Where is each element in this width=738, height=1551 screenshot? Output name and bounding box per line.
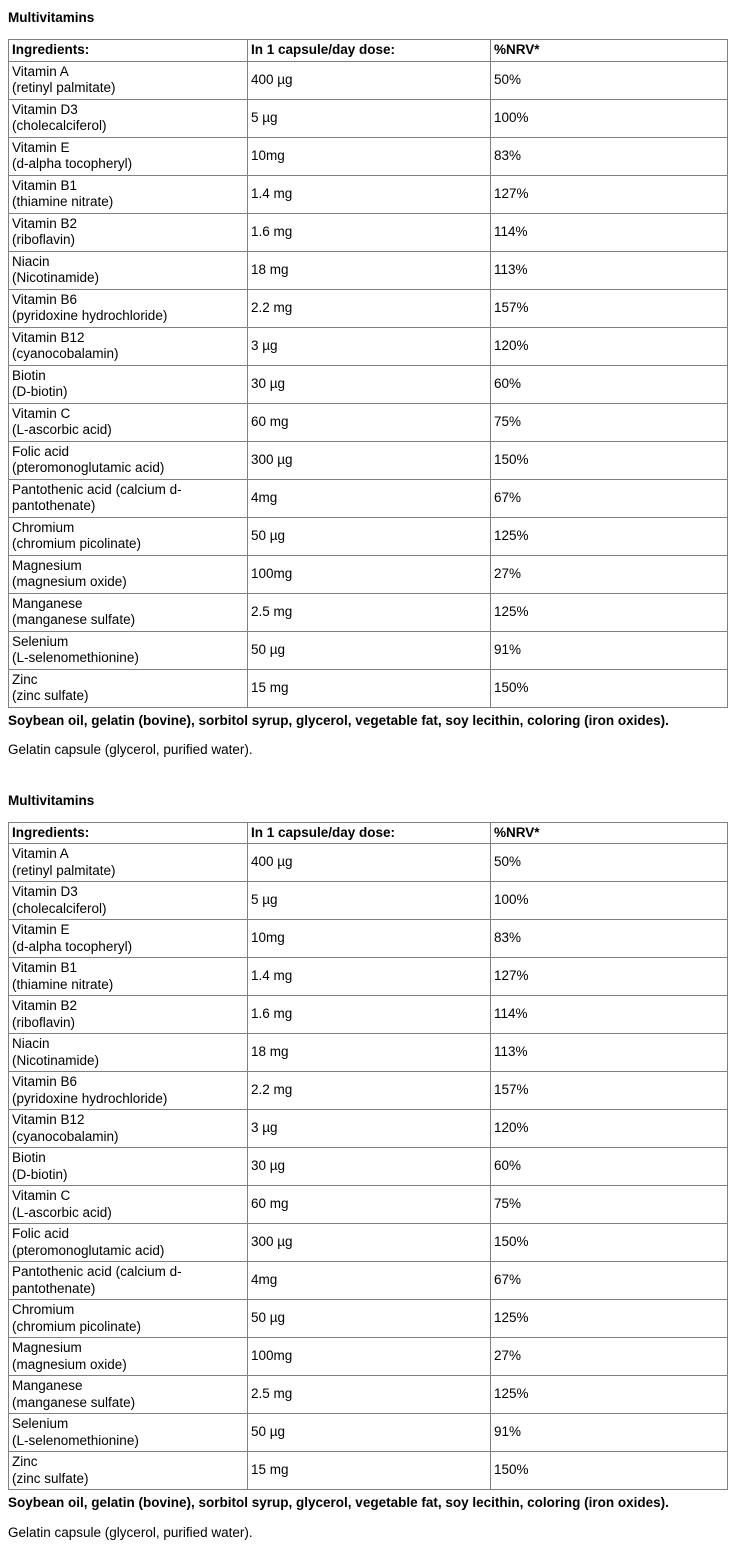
table-row xyxy=(9,1300,728,1338)
ingredient-form: (d-alpha tocopheryl) xyxy=(12,156,133,171)
ingredient-name: Niacin xyxy=(12,1036,50,1051)
col-header-nrv: %NRV* xyxy=(491,40,728,62)
dose-cell: 30 µg xyxy=(248,365,491,403)
ingredient-cell xyxy=(9,593,248,631)
dose-cell: 15 mg xyxy=(248,669,491,707)
nrv-cell: 27% xyxy=(491,1338,728,1376)
ingredient-cell xyxy=(9,1072,248,1110)
ingredient-name: Vitamin C xyxy=(12,405,71,421)
dose-cell: 5 µg xyxy=(248,99,491,137)
table-row xyxy=(9,1148,728,1186)
ingredient-cell xyxy=(9,479,248,517)
dose-cell: 60 mg xyxy=(248,1186,491,1224)
ingredient-cell xyxy=(9,213,248,251)
dose-cell: 1.4 mg xyxy=(248,175,491,213)
nrv-cell: 150% xyxy=(491,1224,728,1262)
table-row xyxy=(9,920,728,958)
dose-cell: 60 mg xyxy=(248,403,491,441)
col-header-dose: In 1 capsule/day dose: xyxy=(248,40,491,62)
ingredient-cell xyxy=(9,669,248,707)
nrv-cell: 50% xyxy=(491,61,728,99)
dose-cell: 30 µg xyxy=(248,1148,491,1186)
nrv-cell: 83% xyxy=(491,137,728,175)
ingredient-cell xyxy=(9,403,248,441)
nrv-cell: 127% xyxy=(491,175,728,213)
ingredient-name: Vitamin E xyxy=(12,139,70,155)
nrv-cell: 67% xyxy=(491,1262,728,1300)
ingredient-name: Vitamin B12 xyxy=(12,1112,85,1127)
ingredient-name: Vitamin E xyxy=(12,922,70,937)
table-row xyxy=(9,99,728,137)
table-header-row xyxy=(9,822,728,844)
table-header-row xyxy=(9,40,728,62)
ingredient-cell xyxy=(9,1338,248,1376)
ingredient-form: (cyanocobalamin) xyxy=(12,346,119,361)
dose-cell: 50 µg xyxy=(248,631,491,669)
table-row xyxy=(9,517,728,555)
nrv-cell: 125% xyxy=(491,593,728,631)
other-ingredients-text: Soybean oil, gelatin (bovine), sorbitol syrup, glycerol, vegetable fat, soy lecithin, coloring (iron oxides). xyxy=(8,712,669,728)
ingredient-cell xyxy=(9,1376,248,1414)
ingredient-form: (L-ascorbic acid) xyxy=(12,422,112,437)
nrv-cell: 100% xyxy=(491,882,728,920)
ingredient-form: (retinyl palmitate) xyxy=(12,862,116,878)
dose-cell: 18 mg xyxy=(248,251,491,289)
nrv-cell: 75% xyxy=(491,403,728,441)
ingredient-cell xyxy=(9,1414,248,1452)
nrv-cell: 60% xyxy=(491,365,728,403)
dose-cell: 3 µg xyxy=(248,327,491,365)
table-row xyxy=(9,1376,728,1414)
ingredient-name: Niacin xyxy=(12,253,50,269)
ingredient-form: (cholecalciferol) xyxy=(12,118,107,133)
dose-cell: 300 µg xyxy=(248,1224,491,1262)
ingredient-form: (Nicotinamide) xyxy=(12,1052,100,1068)
ingredient-name: Folic acid xyxy=(12,443,70,459)
dose-cell: 300 µg xyxy=(248,441,491,479)
dose-cell: 2.2 mg xyxy=(248,289,491,327)
dose-cell: 1.4 mg xyxy=(248,958,491,996)
ingredient-form: (magnesium oxide) xyxy=(12,574,127,589)
table-row xyxy=(9,1072,728,1110)
dose-cell: 2.2 mg xyxy=(248,1072,491,1110)
ingredients-table xyxy=(8,39,728,708)
nrv-cell: 114% xyxy=(491,213,728,251)
table-row xyxy=(9,1338,728,1376)
ingredient-cell xyxy=(9,1110,248,1148)
ingredient-form: (thiamine nitrate) xyxy=(12,194,114,209)
ingredient-cell xyxy=(9,920,248,958)
dose-cell: 50 µg xyxy=(248,1300,491,1338)
ingredient-name: Vitamin B6 xyxy=(12,1074,78,1089)
ingredient-cell xyxy=(9,441,248,479)
table-row xyxy=(9,669,728,707)
ingredient-form: (d-alpha tocopheryl) xyxy=(12,938,133,954)
ingredient-cell xyxy=(9,1300,248,1338)
nrv-cell: 113% xyxy=(491,251,728,289)
ingredient-cell xyxy=(9,99,248,137)
nrv-cell: 125% xyxy=(491,517,728,555)
ingredient-form: (pyridoxine hydrochloride) xyxy=(12,308,168,323)
dose-cell: 2.5 mg xyxy=(248,593,491,631)
ingredient-name: Selenium xyxy=(12,633,69,649)
ingredient-cell xyxy=(9,1148,248,1186)
ingredient-name: Vitamin B1 xyxy=(12,960,78,975)
table-row xyxy=(9,441,728,479)
ingredient-cell xyxy=(9,289,248,327)
col-header-dose: In 1 capsule/day dose: xyxy=(248,822,491,844)
ingredient-name: Vitamin B12 xyxy=(12,329,85,345)
table-row xyxy=(9,1224,728,1262)
ingredient-cell xyxy=(9,61,248,99)
ingredient-name: Biotin xyxy=(12,1150,46,1165)
ingredient-cell xyxy=(9,1262,248,1300)
ingredient-cell xyxy=(9,251,248,289)
table-row xyxy=(9,175,728,213)
table-row xyxy=(9,555,728,593)
table-row xyxy=(9,1262,728,1300)
nrv-cell: 50% xyxy=(491,844,728,882)
table-row xyxy=(9,251,728,289)
section-heading: Multivitamins xyxy=(8,10,95,25)
table-row xyxy=(9,844,728,882)
dose-cell: 50 µg xyxy=(248,1414,491,1452)
dose-cell: 10mg xyxy=(248,920,491,958)
ingredient-cell xyxy=(9,1034,248,1072)
ingredient-form: (chromium picolinate) xyxy=(12,536,142,551)
ingredient-cell xyxy=(9,631,248,669)
other-ingredients-text: Soybean oil, gelatin (bovine), sorbitol syrup, glycerol, vegetable fat, soy lecithin, coloring (iron oxides). xyxy=(8,1495,669,1510)
col-header-ingredients: Ingredients: xyxy=(9,822,248,844)
ingredient-cell xyxy=(9,555,248,593)
table-row xyxy=(9,213,728,251)
nrv-cell: 27% xyxy=(491,555,728,593)
table-row xyxy=(9,327,728,365)
ingredient-name: Manganese xyxy=(12,595,83,611)
nrv-cell: 114% xyxy=(491,996,728,1034)
ingredient-name: Magnesium xyxy=(12,1340,82,1355)
ingredient-form: (Nicotinamide) xyxy=(12,270,100,285)
nrv-cell: 91% xyxy=(491,631,728,669)
ingredient-form: (D-biotin) xyxy=(12,384,68,399)
dose-cell: 100mg xyxy=(248,1338,491,1376)
table-row xyxy=(9,365,728,403)
ingredient-name: Folic acid xyxy=(12,1226,70,1241)
dose-cell: 100mg xyxy=(248,555,491,593)
dose-cell: 5 µg xyxy=(248,882,491,920)
ingredient-form: (zinc sulfate) xyxy=(12,688,89,703)
ingredient-name: Zinc xyxy=(12,1454,38,1469)
col-header-ingredients: Ingredients: xyxy=(9,40,248,62)
dose-cell: 4mg xyxy=(248,479,491,517)
ingredient-name: Vitamin A xyxy=(12,846,69,861)
nrv-cell: 113% xyxy=(491,1034,728,1072)
ingredient-cell xyxy=(9,1186,248,1224)
ingredient-cell xyxy=(9,1452,248,1490)
nrv-cell: 100% xyxy=(491,99,728,137)
ingredient-cell xyxy=(9,844,248,882)
nrv-cell: 150% xyxy=(491,441,728,479)
ingredient-name: Pantothenic acid (calcium d-pantothenate) xyxy=(12,481,182,513)
ingredient-cell xyxy=(9,327,248,365)
table-row xyxy=(9,403,728,441)
ingredient-name: Vitamin A xyxy=(12,63,69,79)
ingredient-name: Selenium xyxy=(12,1416,69,1431)
table-row xyxy=(9,593,728,631)
table-row xyxy=(9,61,728,99)
ingredient-name: Vitamin C xyxy=(12,1188,71,1203)
nrv-cell: 75% xyxy=(491,1186,728,1224)
nrv-cell: 91% xyxy=(491,1414,728,1452)
ingredient-name: Chromium xyxy=(12,1302,75,1317)
ingredient-form: (D-biotin) xyxy=(12,1166,68,1182)
table-row xyxy=(9,1034,728,1072)
ingredient-cell xyxy=(9,365,248,403)
ingredient-name: Zinc xyxy=(12,671,38,687)
ingredient-form: (zinc sulfate) xyxy=(12,1470,89,1486)
nrv-cell: 125% xyxy=(491,1376,728,1414)
ingredient-name: Vitamin B6 xyxy=(12,291,78,307)
dose-cell: 400 µg xyxy=(248,844,491,882)
table-row xyxy=(9,882,728,920)
table-row xyxy=(9,1414,728,1452)
table-row xyxy=(9,137,728,175)
dose-cell: 400 µg xyxy=(248,61,491,99)
ingredient-cell xyxy=(9,996,248,1034)
ingredient-form: (chromium picolinate) xyxy=(12,1318,142,1334)
table-row xyxy=(9,289,728,327)
ingredient-form: (magnesium oxide) xyxy=(12,1356,127,1372)
nrv-cell: 67% xyxy=(491,479,728,517)
ingredient-name: Vitamin D3 xyxy=(12,884,78,899)
ingredient-cell xyxy=(9,137,248,175)
table-row xyxy=(9,1452,728,1490)
ingredient-form: (riboflavin) xyxy=(12,1014,76,1030)
capsule-note-text: Gelatin capsule (glycerol, purified water). xyxy=(8,1524,253,1540)
dose-cell: 10mg xyxy=(248,137,491,175)
nrv-cell: 150% xyxy=(491,1452,728,1490)
nrv-cell: 120% xyxy=(491,1110,728,1148)
ingredient-form: (manganese sulfate) xyxy=(12,1394,136,1410)
dose-cell: 1.6 mg xyxy=(248,996,491,1034)
ingredient-form: (retinyl palmitate) xyxy=(12,80,116,95)
nrv-cell: 150% xyxy=(491,669,728,707)
col-header-nrv: %NRV* xyxy=(491,822,728,844)
table-row xyxy=(9,1186,728,1224)
ingredient-form: (cyanocobalamin) xyxy=(12,1128,119,1144)
table-row xyxy=(9,1110,728,1148)
ingredient-cell xyxy=(9,958,248,996)
ingredient-form: (riboflavin) xyxy=(12,232,76,247)
nrv-cell: 127% xyxy=(491,958,728,996)
table-row xyxy=(9,631,728,669)
dose-cell: 15 mg xyxy=(248,1452,491,1490)
ingredient-form: (manganese sulfate) xyxy=(12,612,136,627)
nrv-cell: 60% xyxy=(491,1148,728,1186)
ingredient-name: Magnesium xyxy=(12,557,82,573)
ingredient-name: Vitamin B2 xyxy=(12,215,78,231)
ingredient-cell xyxy=(9,175,248,213)
nrv-cell: 157% xyxy=(491,1072,728,1110)
ingredient-cell xyxy=(9,882,248,920)
ingredient-form: (L-ascorbic acid) xyxy=(12,1204,112,1220)
ingredient-form: (pteromonoglutamic acid) xyxy=(12,1242,165,1258)
dose-cell: 2.5 mg xyxy=(248,1376,491,1414)
ingredient-name: Vitamin B1 xyxy=(12,177,78,193)
ingredient-form: (cholecalciferol) xyxy=(12,900,107,916)
dose-cell: 50 µg xyxy=(248,517,491,555)
dose-cell: 4mg xyxy=(248,1262,491,1300)
ingredient-name: Vitamin B2 xyxy=(12,998,78,1013)
nrv-cell: 83% xyxy=(491,920,728,958)
dose-cell: 1.6 mg xyxy=(248,213,491,251)
ingredient-form: (thiamine nitrate) xyxy=(12,976,114,992)
multivitamins-section-1 xyxy=(8,9,730,759)
ingredient-form: (L-selenomethionine) xyxy=(12,650,139,665)
ingredients-table xyxy=(8,822,728,1491)
table-row xyxy=(9,958,728,996)
ingredient-form: (pteromonoglutamic acid) xyxy=(12,460,165,475)
nrv-cell: 157% xyxy=(491,289,728,327)
nrv-cell: 125% xyxy=(491,1300,728,1338)
ingredient-cell xyxy=(9,1224,248,1262)
ingredient-form: (L-selenomethionine) xyxy=(12,1432,139,1448)
section-heading: Multivitamins xyxy=(8,792,95,808)
ingredient-name: Manganese xyxy=(12,1378,83,1393)
ingredient-cell xyxy=(9,517,248,555)
multivitamins-section-2 xyxy=(8,792,730,1542)
table-row xyxy=(9,479,728,517)
table-row xyxy=(9,996,728,1034)
ingredient-name: Chromium xyxy=(12,519,75,535)
ingredient-form: (pyridoxine hydrochloride) xyxy=(12,1090,168,1106)
capsule-note-text: Gelatin capsule (glycerol, purified water). xyxy=(8,742,253,757)
ingredient-name: Biotin xyxy=(12,367,46,383)
ingredient-name: Vitamin D3 xyxy=(12,101,78,117)
ingredient-name: Pantothenic acid (calcium d-pantothenate) xyxy=(12,1264,182,1296)
dose-cell: 18 mg xyxy=(248,1034,491,1072)
dose-cell: 3 µg xyxy=(248,1110,491,1148)
nrv-cell: 120% xyxy=(491,327,728,365)
